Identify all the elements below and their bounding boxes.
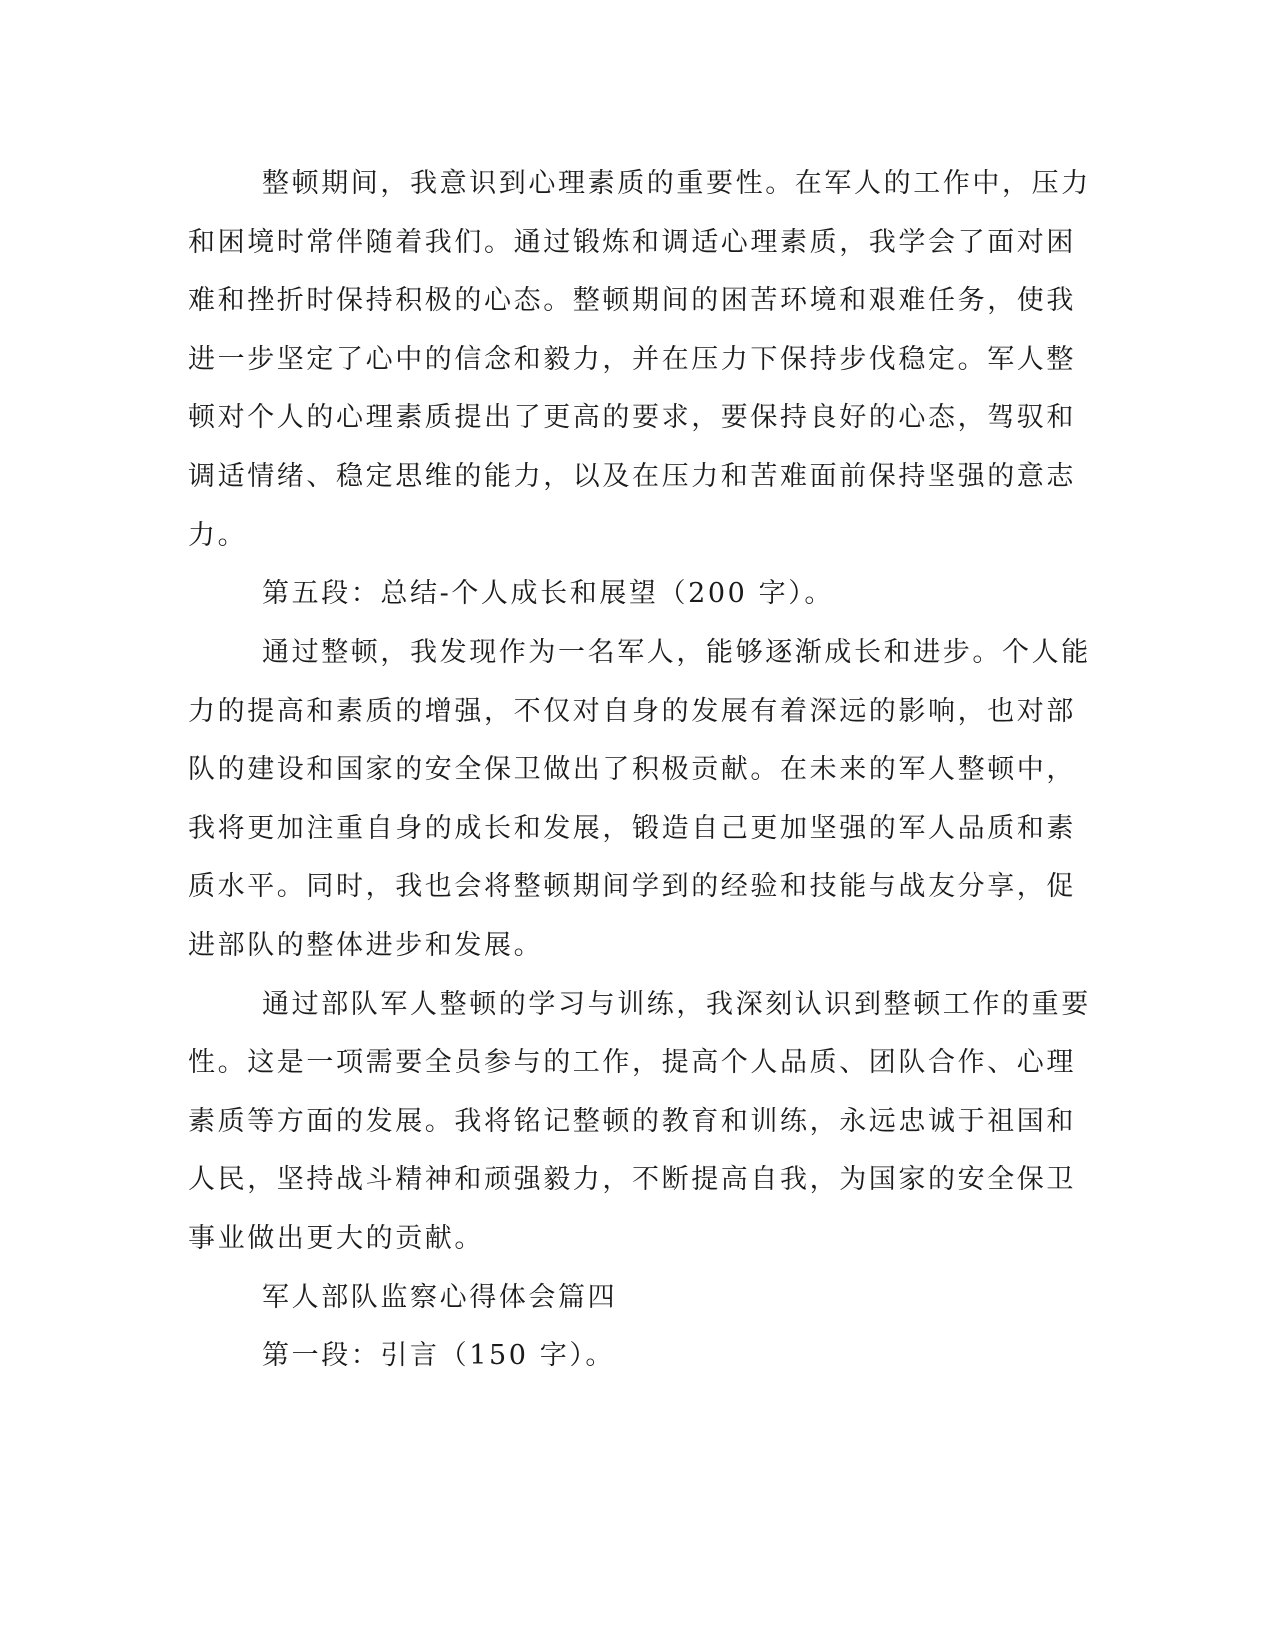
section-heading: 第一段：引言（150 字）。 — [262, 1340, 616, 1371]
text-line: 通过部队军人整顿的学习与训练，我深刻认识到整顿工作的重要 — [262, 989, 1091, 1020]
text-line: 顿对个人的心理素质提出了更高的要求，要保持良好的心态，驾驭和 — [188, 402, 1076, 433]
text-line: 进部队的整体进步和发展。 — [188, 930, 544, 961]
text-line: 通过整顿，我发现作为一名军人，能够逐渐成长和进步。个人能 — [262, 637, 1091, 668]
text-line: 我将更加注重自身的成长和发展，锻造自己更加坚强的军人品质和素 — [188, 813, 1076, 844]
text-line: 质水平。同时，我也会将整顿期间学到的经验和技能与战友分享，促 — [188, 871, 1076, 902]
text-line: 和困境时常伴随着我们。通过锻炼和调适心理素质，我学会了面对困 — [188, 227, 1076, 258]
text-line: 性。这是一项需要全员参与的工作，提高个人品质、团队合作、心理 — [188, 1047, 1076, 1078]
text-line: 进一步坚定了心中的信念和毅力，并在压力下保持步伐稳定。军人整 — [188, 344, 1076, 375]
text-line: 难和挫折时保持积极的心态。整顿期间的困苦环境和艰难任务，使我 — [188, 285, 1076, 316]
text-line: 调适情绪、稳定思维的能力，以及在压力和苦难面前保持坚强的意志 — [188, 461, 1076, 492]
text-line: 人民，坚持战斗精神和顽强毅力，不断提高自我，为国家的安全保卫 — [188, 1164, 1076, 1195]
text-line: 力。 — [188, 520, 248, 551]
text-line: 素质等方面的发展。我将铭记整顿的教育和训练，永远忠诚于祖国和 — [188, 1106, 1076, 1137]
article-title: 军人部队监察心得体会篇四 — [262, 1282, 618, 1313]
text-line: 力的提高和素质的增强，不仅对自身的发展有着深远的影响，也对部 — [188, 696, 1076, 727]
text-line: 事业做出更大的贡献。 — [188, 1223, 484, 1254]
section-heading: 第五段：总结-个人成长和展望（200 字）。 — [262, 578, 834, 609]
text-line: 队的建设和国家的安全保卫做出了积极贡献。在未来的军人整顿中， — [188, 754, 1076, 785]
text-line: 整顿期间，我意识到心理素质的重要性。在军人的工作中，压力 — [262, 168, 1091, 199]
